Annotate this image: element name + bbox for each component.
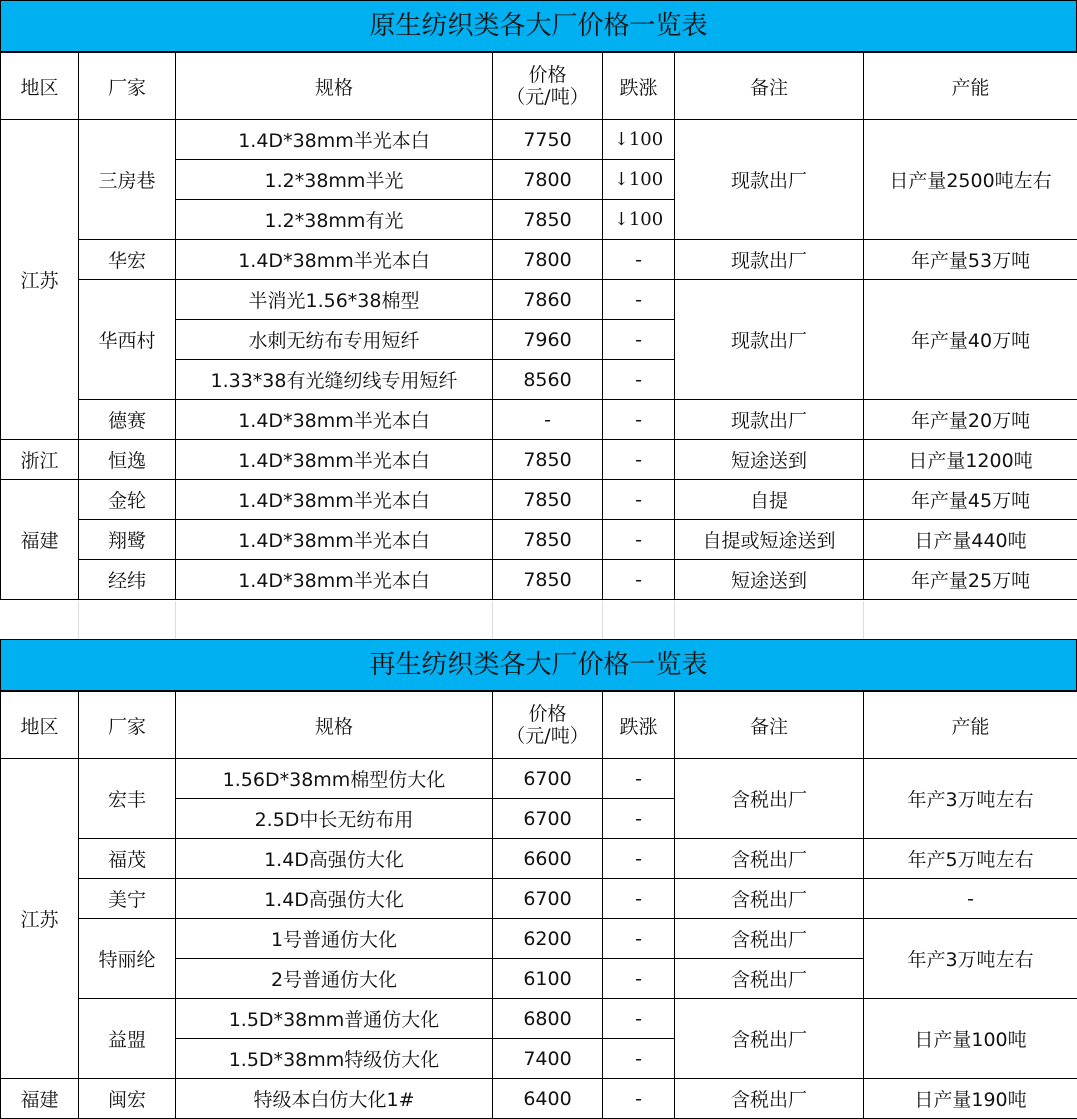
capacity-cell: -	[864, 879, 1077, 919]
spec-cell: 半消光1.56*38棉型	[176, 280, 493, 320]
note-cell: 现款出厂	[675, 120, 864, 240]
table-row	[1, 480, 1077, 520]
price-cell: 6700	[493, 759, 603, 799]
factory-cell: 翔鹭	[79, 520, 176, 560]
header-note: 备注	[675, 53, 864, 120]
header-factory: 厂家	[79, 53, 176, 120]
table-gap	[0, 601, 1077, 639]
region-cell: 江苏	[1, 120, 79, 440]
spec-cell: 1.4D高强仿大化	[176, 879, 493, 919]
change-cell: -	[603, 1079, 675, 1119]
header-note: 备注	[675, 692, 864, 759]
note-cell: 含税出厂	[675, 999, 864, 1079]
change-cell: -	[603, 440, 675, 480]
factory-cell: 闽宏	[79, 1079, 176, 1119]
region-cell: 浙江	[1, 440, 79, 480]
spec-cell: 1.4D*38mm半光本白	[176, 560, 493, 600]
price-cell: 6100	[493, 959, 603, 999]
gap-gridline	[175, 601, 176, 639]
table-row	[1, 919, 1077, 959]
change-cell: -	[603, 879, 675, 919]
note-cell: 含税出厂	[675, 1079, 864, 1119]
price-cell: 6600	[493, 839, 603, 879]
table2-title: 再生纺织类各大厂价格一览表	[0, 639, 1077, 691]
spec-cell: 1.4D*38mm半光本白	[176, 400, 493, 440]
change-cell: -	[603, 240, 675, 280]
note-cell: 自提	[675, 480, 864, 520]
table-row	[1, 120, 1077, 160]
capacity-cell: 年产量53万吨	[864, 240, 1077, 280]
price-cell: 6700	[493, 799, 603, 839]
table1	[0, 52, 1077, 600]
factory-cell: 金轮	[79, 480, 176, 520]
gap-gridline	[78, 601, 79, 639]
table-row	[1, 839, 1077, 879]
spec-cell: 1.33*38有光缝纫线专用短纤	[176, 360, 493, 400]
capacity-cell: 日产量100吨	[864, 999, 1077, 1079]
capacity-cell: 年产量45万吨	[864, 480, 1077, 520]
table-row	[1, 440, 1077, 480]
spec-cell: 2号普通仿大化	[176, 959, 493, 999]
header-change: 跌涨	[603, 53, 675, 120]
spec-cell: 水刺无纺布专用短纤	[176, 320, 493, 360]
note-cell: 含税出厂	[675, 759, 864, 839]
price-cell: 6200	[493, 919, 603, 959]
header-region: 地区	[1, 53, 79, 120]
factory-cell: 德赛	[79, 400, 176, 440]
table-row	[1, 400, 1077, 440]
price-cell: 8560	[493, 360, 603, 400]
spec-cell: 特级本白仿大化1#	[176, 1079, 493, 1119]
change-cell: -	[603, 480, 675, 520]
gap-gridline	[674, 601, 675, 639]
factory-cell: 特丽纶	[79, 919, 176, 999]
table-row	[1, 1079, 1077, 1119]
table2	[0, 691, 1077, 1119]
header-factory: 厂家	[79, 692, 176, 759]
price-cell: 7850	[493, 440, 603, 480]
header-price-line2: （元/吨）	[506, 86, 589, 108]
table2-header-row	[1, 692, 1077, 759]
change-cell: -	[603, 799, 675, 839]
spec-cell: 1.2*38mm有光	[176, 200, 493, 240]
change-cell: -	[603, 400, 675, 440]
change-cell: ↓100	[603, 120, 675, 160]
change-cell: -	[603, 1039, 675, 1079]
change-cell: ↓100	[603, 200, 675, 240]
table-row	[1, 759, 1077, 799]
capacity-cell: 日产量1200吨	[864, 440, 1077, 480]
region-cell: 福建	[1, 1079, 79, 1119]
price-cell: 7850	[493, 560, 603, 600]
spec-cell: 1.4D高强仿大化	[176, 839, 493, 879]
factory-cell: 三房巷	[79, 120, 176, 240]
price-cell: 6400	[493, 1079, 603, 1119]
capacity-cell: 年产5万吨左右	[864, 839, 1077, 879]
spec-cell: 1.4D*38mm半光本白	[176, 480, 493, 520]
price-cell: 7800	[493, 240, 603, 280]
price-cell: 7850	[493, 480, 603, 520]
capacity-cell: 日产量440吨	[864, 520, 1077, 560]
price-cell: 7750	[493, 120, 603, 160]
price-cell: -	[493, 400, 603, 440]
note-cell: 含税出厂	[675, 879, 864, 919]
header-capacity: 产能	[864, 53, 1077, 120]
header-price	[493, 53, 603, 120]
factory-cell: 宏丰	[79, 759, 176, 839]
capacity-cell: 日产量190吨	[864, 1079, 1077, 1119]
header-price-line1: 价格	[528, 703, 567, 725]
capacity-cell: 年产3万吨左右	[864, 919, 1077, 999]
spec-cell: 1.2*38mm半光	[176, 160, 493, 200]
change-cell: -	[603, 959, 675, 999]
change-cell: -	[603, 520, 675, 560]
change-cell: -	[603, 759, 675, 799]
note-cell: 短途送到	[675, 560, 864, 600]
region-cell: 福建	[1, 480, 79, 600]
note-cell: 短途送到	[675, 440, 864, 480]
table1-header-row	[1, 53, 1077, 120]
spec-cell: 1.4D*38mm半光本白	[176, 120, 493, 160]
region-cell: 江苏	[1, 759, 79, 1079]
gap-gridline	[492, 601, 493, 639]
note-cell: 自提或短途送到	[675, 520, 864, 560]
spec-cell: 1.56D*38mm棉型仿大化	[176, 759, 493, 799]
header-price	[493, 692, 603, 759]
price-cell: 6700	[493, 879, 603, 919]
change-cell: -	[603, 999, 675, 1039]
table-row	[1, 520, 1077, 560]
change-cell: -	[603, 320, 675, 360]
header-spec: 规格	[176, 53, 493, 120]
spec-cell: 1号普通仿大化	[176, 919, 493, 959]
factory-cell: 美宁	[79, 879, 176, 919]
gap-gridline	[863, 601, 864, 639]
price-cell: 7850	[493, 200, 603, 240]
capacity-cell: 年产量20万吨	[864, 400, 1077, 440]
price-cell: 6800	[493, 999, 603, 1039]
spec-cell: 2.5D中长无纺布用	[176, 799, 493, 839]
note-cell: 现款出厂	[675, 280, 864, 400]
table-row	[1, 280, 1077, 320]
header-change: 跌涨	[603, 692, 675, 759]
factory-cell: 恒逸	[79, 440, 176, 480]
price-cell: 7800	[493, 160, 603, 200]
factory-cell: 华西村	[79, 280, 176, 400]
capacity-cell: 年产量25万吨	[864, 560, 1077, 600]
factory-cell: 经纬	[79, 560, 176, 600]
change-cell: -	[603, 839, 675, 879]
change-cell: -	[603, 280, 675, 320]
change-cell: ↓100	[603, 160, 675, 200]
note-cell: 现款出厂	[675, 240, 864, 280]
header-price-line1: 价格	[528, 64, 567, 86]
note-cell: 现款出厂	[675, 400, 864, 440]
gap-gridline	[602, 601, 603, 639]
factory-cell: 福茂	[79, 839, 176, 879]
spec-cell: 1.5D*38mm普通仿大化	[176, 999, 493, 1039]
price-cell: 7850	[493, 520, 603, 560]
spec-cell: 1.4D*38mm半光本白	[176, 440, 493, 480]
change-cell: -	[603, 360, 675, 400]
table-row	[1, 560, 1077, 600]
note-cell: 含税出厂	[675, 959, 864, 999]
price-cell: 7400	[493, 1039, 603, 1079]
factory-cell: 益盟	[79, 999, 176, 1079]
table-row	[1, 999, 1077, 1039]
spec-cell: 1.4D*38mm半光本白	[176, 520, 493, 560]
table1-title: 原生纺织类各大厂价格一览表	[0, 0, 1077, 52]
change-cell: -	[603, 560, 675, 600]
capacity-cell: 年产3万吨左右	[864, 759, 1077, 839]
header-region: 地区	[1, 692, 79, 759]
change-cell: -	[603, 919, 675, 959]
table-row	[1, 879, 1077, 919]
capacity-cell: 日产量2500吨左右	[864, 120, 1077, 240]
price-cell: 7960	[493, 320, 603, 360]
header-spec: 规格	[176, 692, 493, 759]
spec-cell: 1.4D*38mm半光本白	[176, 240, 493, 280]
factory-cell: 华宏	[79, 240, 176, 280]
spec-cell: 1.5D*38mm特级仿大化	[176, 1039, 493, 1079]
header-price-line2: （元/吨）	[506, 725, 589, 747]
table-row	[1, 240, 1077, 280]
header-capacity: 产能	[864, 692, 1077, 759]
note-cell: 含税出厂	[675, 839, 864, 879]
capacity-cell: 年产量40万吨	[864, 280, 1077, 400]
price-cell: 7860	[493, 280, 603, 320]
note-cell: 含税出厂	[675, 919, 864, 959]
